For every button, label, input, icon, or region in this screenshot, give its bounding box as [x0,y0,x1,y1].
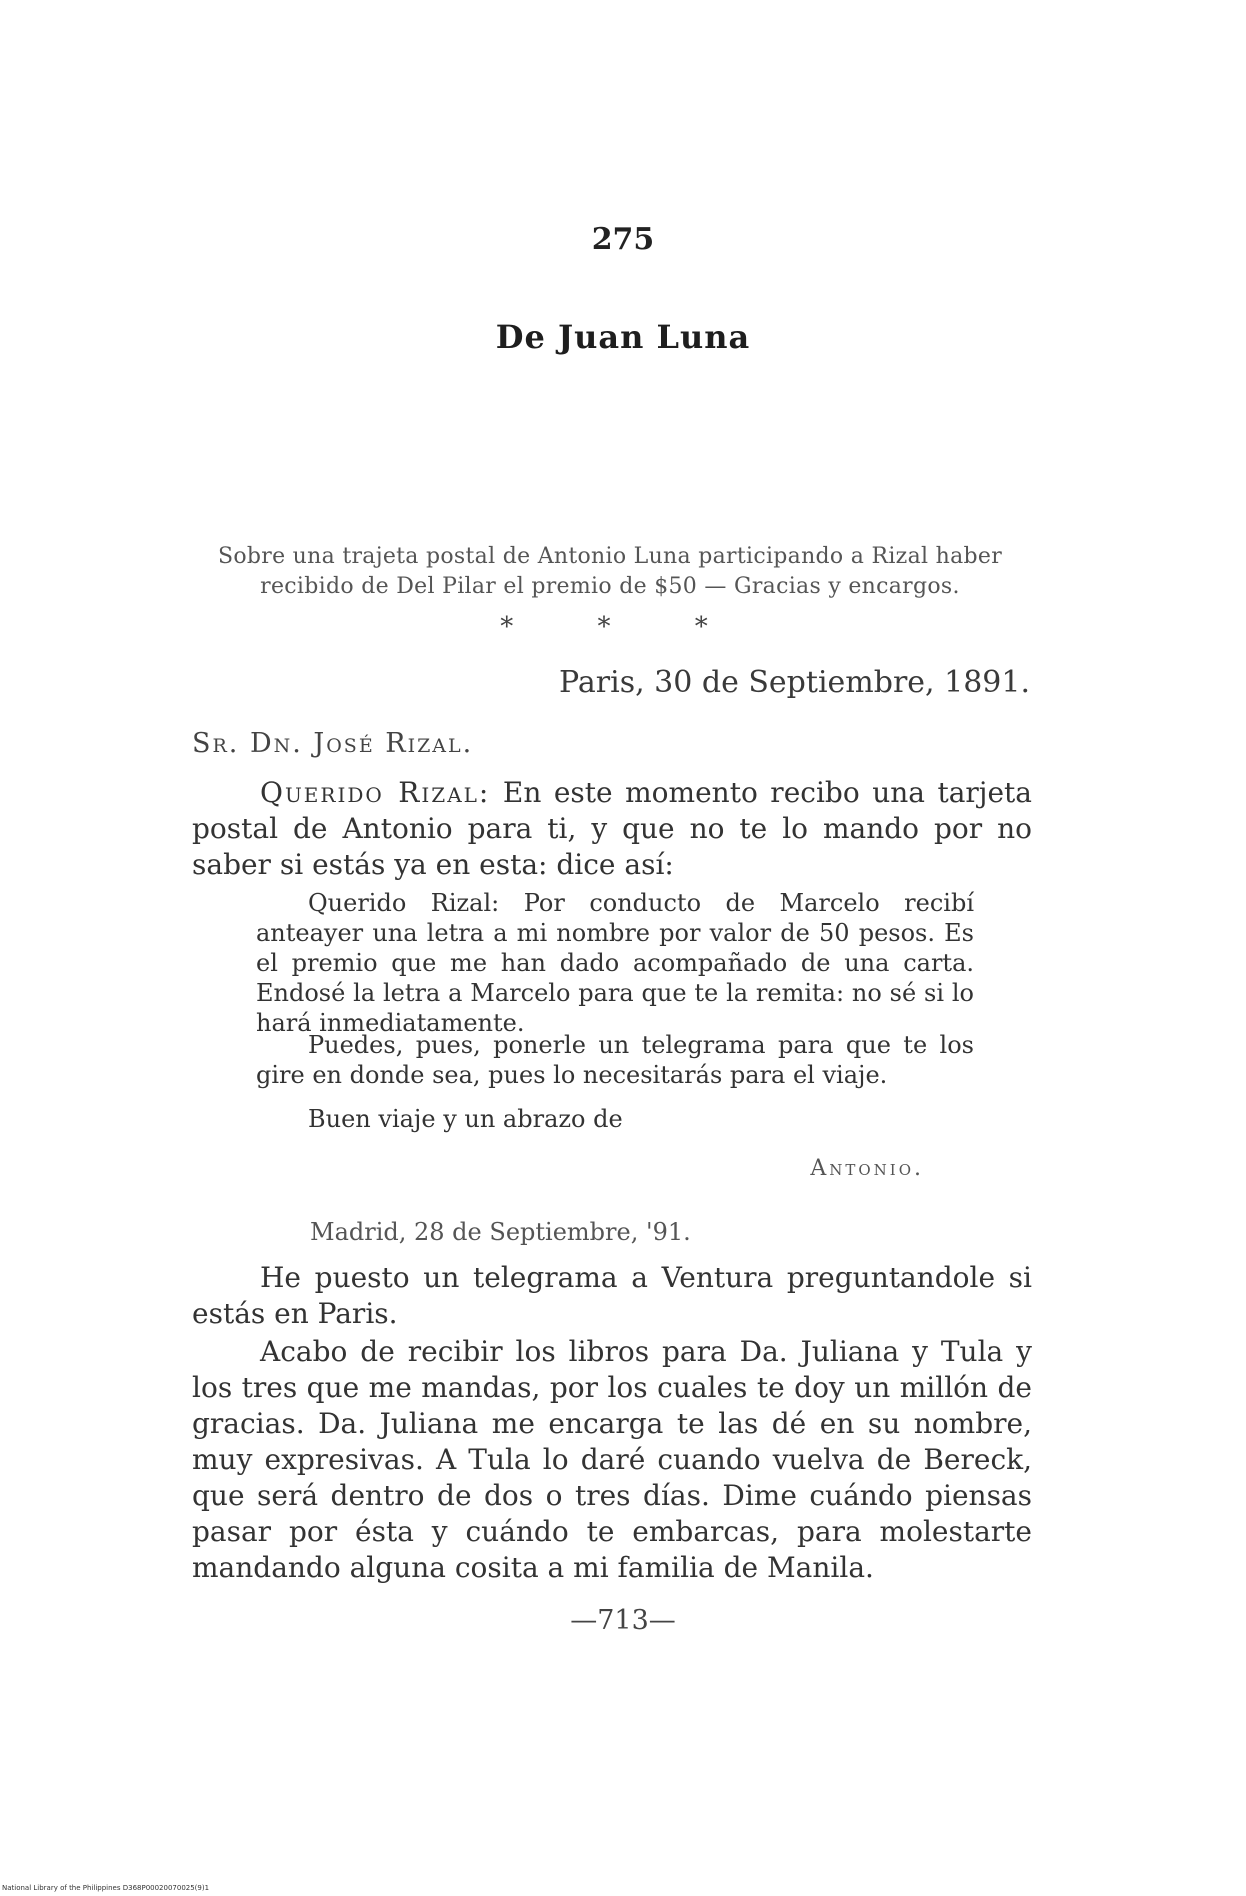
letter-summary: Sobre una trajeta postal de Antonio Luna participando a Rizal haber recibido de Del Pilar el premio de $50 — Gracias y encargos. [217,544,1003,599]
dateline: Paris, 30 de Septiembre, 1891. [559,665,1030,700]
archive-stamp: National Library of the Philippines D368P00020070025(9)1 [2,1884,210,1892]
opening-lead: Querido Rizal: [260,776,491,809]
body-paragraph: He puesto un telegrama a Ventura preguntandole si estás en Paris. [192,1261,1032,1330]
section-separator: * * * [500,612,746,642]
letter-title: De Juan Luna [495,318,751,356]
quoted-paragraph: Puedes, pues, ponerle un telegrama para que te los gire en donde sea, pues lo necesitarás para el viaje. [256,1031,974,1089]
quoted-signature: Antonio. [810,1156,924,1181]
letter-number: 275 [591,222,655,257]
postscript-date: Madrid, 28 de Septiembre, '91. [310,1218,691,1246]
page-folio: —713— [570,1605,676,1636]
body-paragraph: Acabo de recibir los libros para Da. Juliana y Tula y los tres que me mandas, por los cuales te doy un millón de gracias. Da. Juliana me encarga te las dé en su nombre, muy expresivas. A Tula lo daré cuando vuelva de Bereck, que será dentro de dos o tres días. Dime cuándo piensas pasar por ésta y cuándo te embarcas, para molestarte mandando alguna cosita a mi familia de Manila. [192,1335,1032,1584]
opening-paragraph [192,775,1032,883]
opening-body: En este momento recibo una tarjeta postal de Antonio para ti, y que no te lo mando por no saber si estás ya en esta: dice así: [192,776,1032,881]
quoted-paragraph: Buen viaje y un abrazo de [308,1105,623,1133]
quoted-paragraph: Querido Rizal: Por conducto de Marcelo recibí anteayer una letra a mi nombre por valor de 50 pesos. Es el premio que me han dado acompañado de una carta. Endosé la letra a Marcelo para que te la remita: no sé si lo hará inmediatamente. [256,889,974,1037]
salutation: Sr. Dn. José Rizal. [192,728,474,759]
